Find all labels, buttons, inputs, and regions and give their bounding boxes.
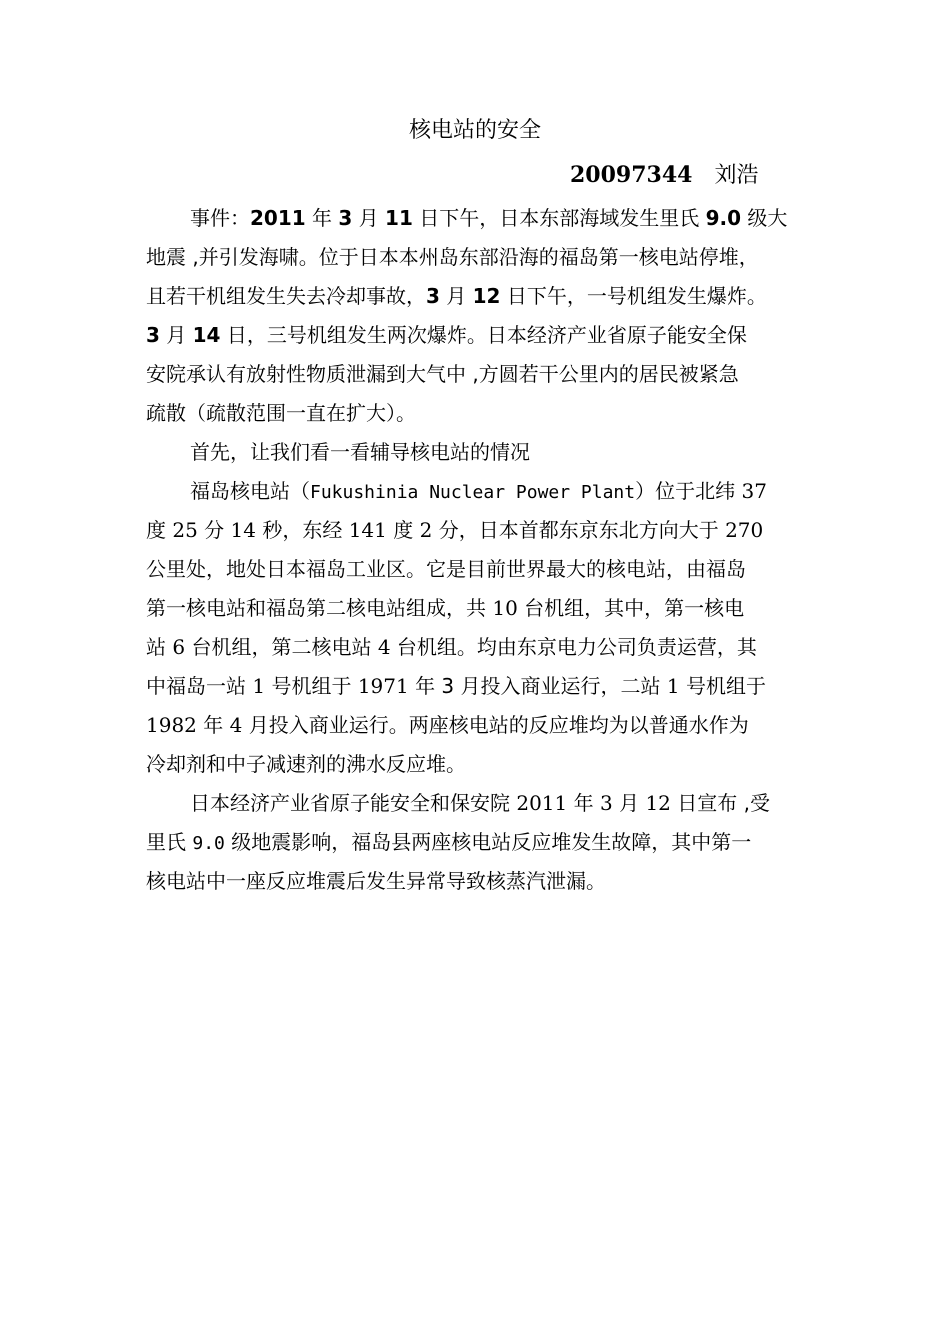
text-run: 日宣布 ,受 [670, 791, 770, 815]
text-run: 号机组于 [679, 674, 766, 698]
text-run: 第一核电站和福岛第二核电站组成，共 [146, 596, 493, 620]
text-run: 6 [172, 635, 186, 659]
paragraph-1-line-4 [146, 316, 747, 355]
text-run: 里氏 [146, 830, 193, 854]
text-run: 9.0 [705, 206, 742, 230]
text-run: 分，日本首都东京东北方向大于 [432, 518, 726, 542]
text-run: 台机组。均由东京电力公司负责运营，其 [390, 635, 757, 659]
text-run: 年 [567, 791, 600, 815]
paragraph-3-line-1 [190, 472, 767, 511]
text-run: 日下午，一号机组发生爆炸。 [500, 284, 767, 308]
text-run: 1971 [357, 674, 409, 698]
text-run: 级大 [741, 206, 788, 230]
text-run: 台机组，第二核电站 [185, 635, 378, 659]
text-run: 月投入商业运行。两座核电站的反应堆均为以普通水作为 [242, 713, 749, 737]
text-run: 3 [599, 791, 613, 815]
text-run: 12 [645, 791, 671, 815]
text-run: 3 [426, 284, 440, 308]
text-run: 9.0 [192, 833, 225, 854]
text-run: 且若干机组发生失去冷却事故， [146, 284, 426, 308]
text-run: 14 [230, 518, 256, 542]
text-run: 月 [439, 284, 473, 308]
paragraph-3-line-6 [146, 667, 766, 706]
paragraph-1-line-5: 安院承认有放射性物质泄漏到大气中 ,方圆若干公里内的居民被紧急 [146, 362, 739, 386]
paragraph-3-line-8: 冷却剂和中子减速剂的沸水反应堆。 [146, 752, 466, 776]
author-line [570, 158, 758, 193]
text-run: 月 [612, 791, 646, 815]
author-name: 刘浩 [714, 163, 759, 188]
paragraph-1-line-6: 疏散（疏散范围一直在扩大）。 [146, 401, 416, 425]
text-run: 日，三号机组发生两次爆炸。日本经济产业省原子能安全保 [220, 323, 747, 347]
paragraph-3-line-5 [146, 628, 757, 667]
paragraph-1-line-1 [190, 199, 787, 238]
text-run: ）位于北纬 [635, 479, 742, 503]
text-run: 级地震影响，福岛县两座核电站反应堆发生故障，其中第一 [224, 830, 752, 854]
paragraph-3-line-2 [146, 511, 763, 550]
paragraph-3-line-3: 公里处，地处日本福岛工业区。它是目前世界最大的核电站，由福岛 [146, 557, 746, 581]
text-run: 141 [348, 518, 387, 542]
text-run: 号机组于 [265, 674, 358, 698]
text-run: 月 [352, 206, 386, 230]
paragraph-2-line-1: 首先，让我们看一看辅导核电站的情况 [190, 440, 530, 464]
text-run: 日下午，日本东部海域发生里氏 [412, 206, 706, 230]
text-run: 4 [229, 713, 243, 737]
text-run: 中福岛一站 [146, 674, 253, 698]
text-run: 12 [472, 284, 501, 308]
text-run: 站 [146, 635, 173, 659]
text-run: 14 [192, 323, 221, 347]
text-run: 25 [172, 518, 198, 542]
text-run: 台机组，其中，第一核电 [517, 596, 745, 620]
text-run: 福岛核电站（ [190, 479, 310, 503]
text-run: 度 [146, 518, 173, 542]
paragraph-4-line-3: 核电站中一座反应堆震后发生异常导致核蒸汽泄漏。 [146, 869, 606, 893]
paragraph-1-line-3 [146, 277, 767, 316]
text-run: 秒，东经 [255, 518, 349, 542]
student-id: 20097344 [570, 162, 693, 188]
text-run: 1982 [146, 713, 197, 737]
text-run: 2 [419, 518, 433, 542]
text-run: 度 [386, 518, 420, 542]
text-run: 月 [159, 323, 193, 347]
text-run: 11 [385, 206, 413, 230]
text-run: 3 [146, 323, 160, 347]
paragraph-3-line-7 [146, 706, 749, 745]
document-title: 核电站的安全 [408, 118, 541, 143]
text-run: 37 [741, 479, 767, 503]
paragraph-3-line-4 [146, 589, 744, 628]
text-run: 4 [377, 635, 391, 659]
text-run: 1 [666, 674, 680, 698]
text-run: 年 [196, 713, 230, 737]
text-run: Fukushinia Nuclear Power Plant [310, 482, 636, 503]
text-run: 3 [338, 206, 353, 230]
paragraph-4-line-2 [146, 823, 751, 862]
text-run: 事件： [190, 206, 250, 230]
text-run: 2011 [250, 206, 306, 230]
text-run: 270 [725, 518, 764, 542]
text-run: 日本经济产业省原子能安全和保安院 [190, 791, 517, 815]
text-run: 年 [305, 206, 339, 230]
text-run: 年 3 月投入商业运行，二站 [408, 674, 667, 698]
paragraph-4-line-1 [190, 784, 770, 823]
text-run: 1 [252, 674, 266, 698]
text-run: 10 [492, 596, 518, 620]
text-run: 分 [197, 518, 231, 542]
paragraph-1-line-2: 地震 ,并引发海啸。位于日本本州岛东部沿海的福岛第一核电站停堆， [146, 245, 759, 269]
text-run: 2011 [516, 791, 568, 815]
